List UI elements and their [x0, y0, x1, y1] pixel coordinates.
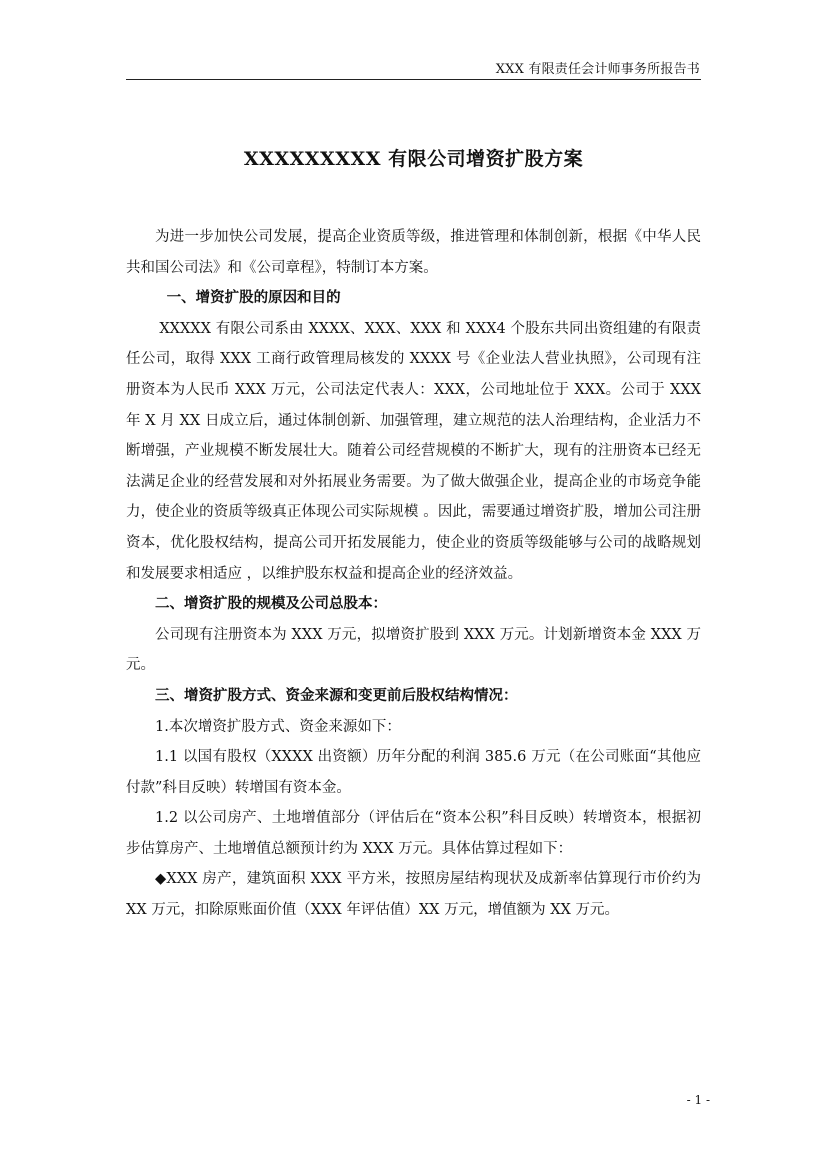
- header-divider: [126, 79, 701, 80]
- section-2-paragraph: 公司现有注册资本为 XXX 万元，拟增资扩股到 XXX 万元。计划新增资本金 XXX 万元。: [126, 626, 701, 674]
- section-3-item-1: 1.本次增资扩股方式、资金来源如下：: [155, 718, 401, 735]
- section-1-paragraph: XXXXX 有限公司系由 XXXX、XXX、XXX 和 XXX4 个股东共同出资组建的有限责任公司，取得 XXX 工商行政管理局核发的 XXXX 号《企业法人营业执照》，公司现有注册资本为人民币 XXX 万元，公司法定代表人：XXX，公司地址位于 XXX。公司于 XXX 年 X 月 XX 日成立后，通过体制创新、加强管理，建立规范的法人治理结构，企业活力不断增强，产业规模不断发展壮大。随着公司经营规模的不断扩大，现有的注册资本已经无法满足企业的经营发展和对外拓展业务需要。为了做大做强企业，提高企业的市场竞争能力，使企业的资质等级真正体现公司实际规模 。因此，需要通过增资扩股，增加公司注册资本，优化股权结构，提高公司开拓发展能力，使企业的资质等级能够与公司的战略规划和发展要求相适应 ，以维护股东权益和提高企业的经济效益。: [126, 320, 701, 582]
- section-2-heading: 二、增资扩股的规模及公司总股本：: [155, 595, 387, 613]
- intro-paragraph: 为进一步加快公司发展，提高企业资质等级，推进管理和体制创新，根据《中华人民共和国公司法》和《公司章程》，特制订本方案。: [126, 229, 701, 276]
- section-3-item-1-1: 1.1 以国有股权（XXXX 出资额）历年分配的利润 385.6 万元（在公司账面“其他应付款”科目反映）转增国有资本金。: [126, 749, 701, 796]
- page-header: XXX 有限责任会计师事务所报告书: [495, 62, 700, 77]
- page-number: - 1 -: [686, 1093, 710, 1107]
- section-3-heading: 三、增资扩股方式、资金来源和变更前后股权结构情况：: [155, 686, 518, 704]
- document-title: XXXXXXXXX 有限公司增资扩股方案: [243, 148, 584, 170]
- section-1-heading: 一、增资扩股的原因和目的: [166, 289, 341, 307]
- section-3-bullet-property: ◆XXX 房产，建筑面积 XXX 平方米，按照房屋结构现状及成新率估算现行市价约为 XX 万元，扣除原账面价值（XXX 年评估值）XX 万元，增值额为 XX 万元。: [126, 871, 701, 919]
- document-body: [126, 222, 701, 926]
- section-3-item-1-2: 1.2 以公司房产、土地增值部分（评估后在“资本公积”科目反映）转增资本，根据初步估算房产、土地增值总额预计约为 XXX 万元。具体估算过程如下：: [126, 810, 701, 857]
